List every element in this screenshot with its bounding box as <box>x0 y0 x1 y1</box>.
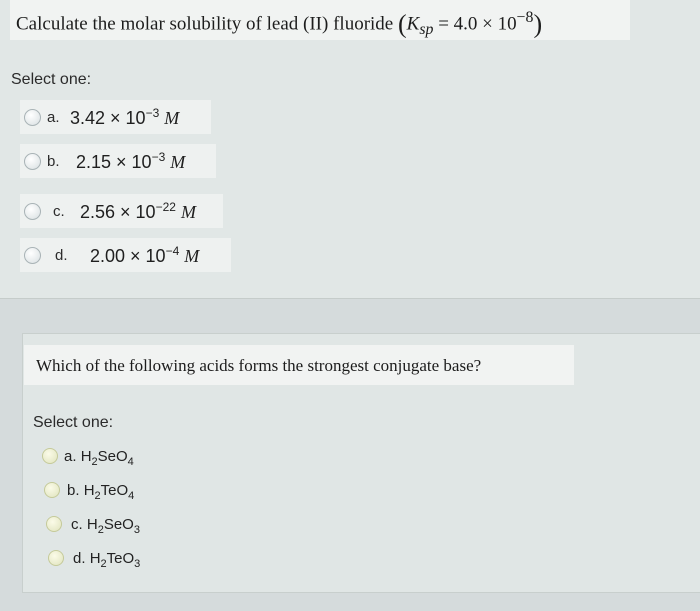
radio-button[interactable] <box>24 247 41 264</box>
radio-button[interactable] <box>24 153 41 170</box>
option-label: a. $H_2SeO_4$ <box>64 448 134 468</box>
ksp-symbol: K <box>406 13 420 35</box>
option-label: b. $H_2TeO_4$ <box>67 482 135 502</box>
option-label: d. $H_2TeO_3$ <box>73 550 141 570</box>
radio-button[interactable] <box>48 550 64 566</box>
option-value: $2.00 \times 10^{-4}$ M <box>90 244 200 266</box>
question-1-text: Calculate the molar solubility of lead (II) fluoride $(K_{sp} = 4.0 \times 10^{-8})$ <box>10 0 630 40</box>
question-2-select-label: Select one: <box>33 414 114 431</box>
question-1-option-b[interactable] <box>20 144 216 178</box>
question-1-option-c[interactable] <box>20 194 223 228</box>
question-1-option-a[interactable] <box>20 100 211 134</box>
question-2-option-b[interactable] <box>40 477 180 505</box>
radio-button[interactable] <box>24 109 41 126</box>
option-value: $2.15 \times 10^{-3}$ M <box>76 150 186 172</box>
question-2-text: Which of the following acids forms the strongest conjugate base? <box>24 345 574 385</box>
radio-button[interactable] <box>42 448 58 464</box>
option-value: $2.56 \times 10^{-22}$ M <box>80 200 196 222</box>
option-label: c. $H_2SeO_3$ <box>71 516 140 536</box>
question-1-option-d[interactable] <box>20 238 231 272</box>
radio-button[interactable] <box>46 516 62 532</box>
option-letter: c. <box>53 203 65 220</box>
question-2-option-c[interactable] <box>42 511 182 539</box>
question-1-prefix: Calculate the molar solubility of lead (II) fluoride <box>16 13 398 35</box>
ksp-exponent: −8 <box>516 9 534 26</box>
option-letter: a. <box>47 109 60 126</box>
option-letter: d. <box>55 247 68 264</box>
radio-button[interactable] <box>24 203 41 220</box>
question-2-option-a[interactable] <box>38 443 178 471</box>
question-2-option-d[interactable] <box>44 545 184 573</box>
ksp-subscript: sp <box>419 21 434 39</box>
option-letter: b. <box>47 153 60 170</box>
question-1-select-label: Select one: <box>11 71 92 88</box>
radio-button[interactable] <box>44 482 60 498</box>
ksp-value: = 4.0 × 10 <box>433 13 517 35</box>
option-value: $3.42 \times 10^{-3}$ M <box>70 106 180 128</box>
